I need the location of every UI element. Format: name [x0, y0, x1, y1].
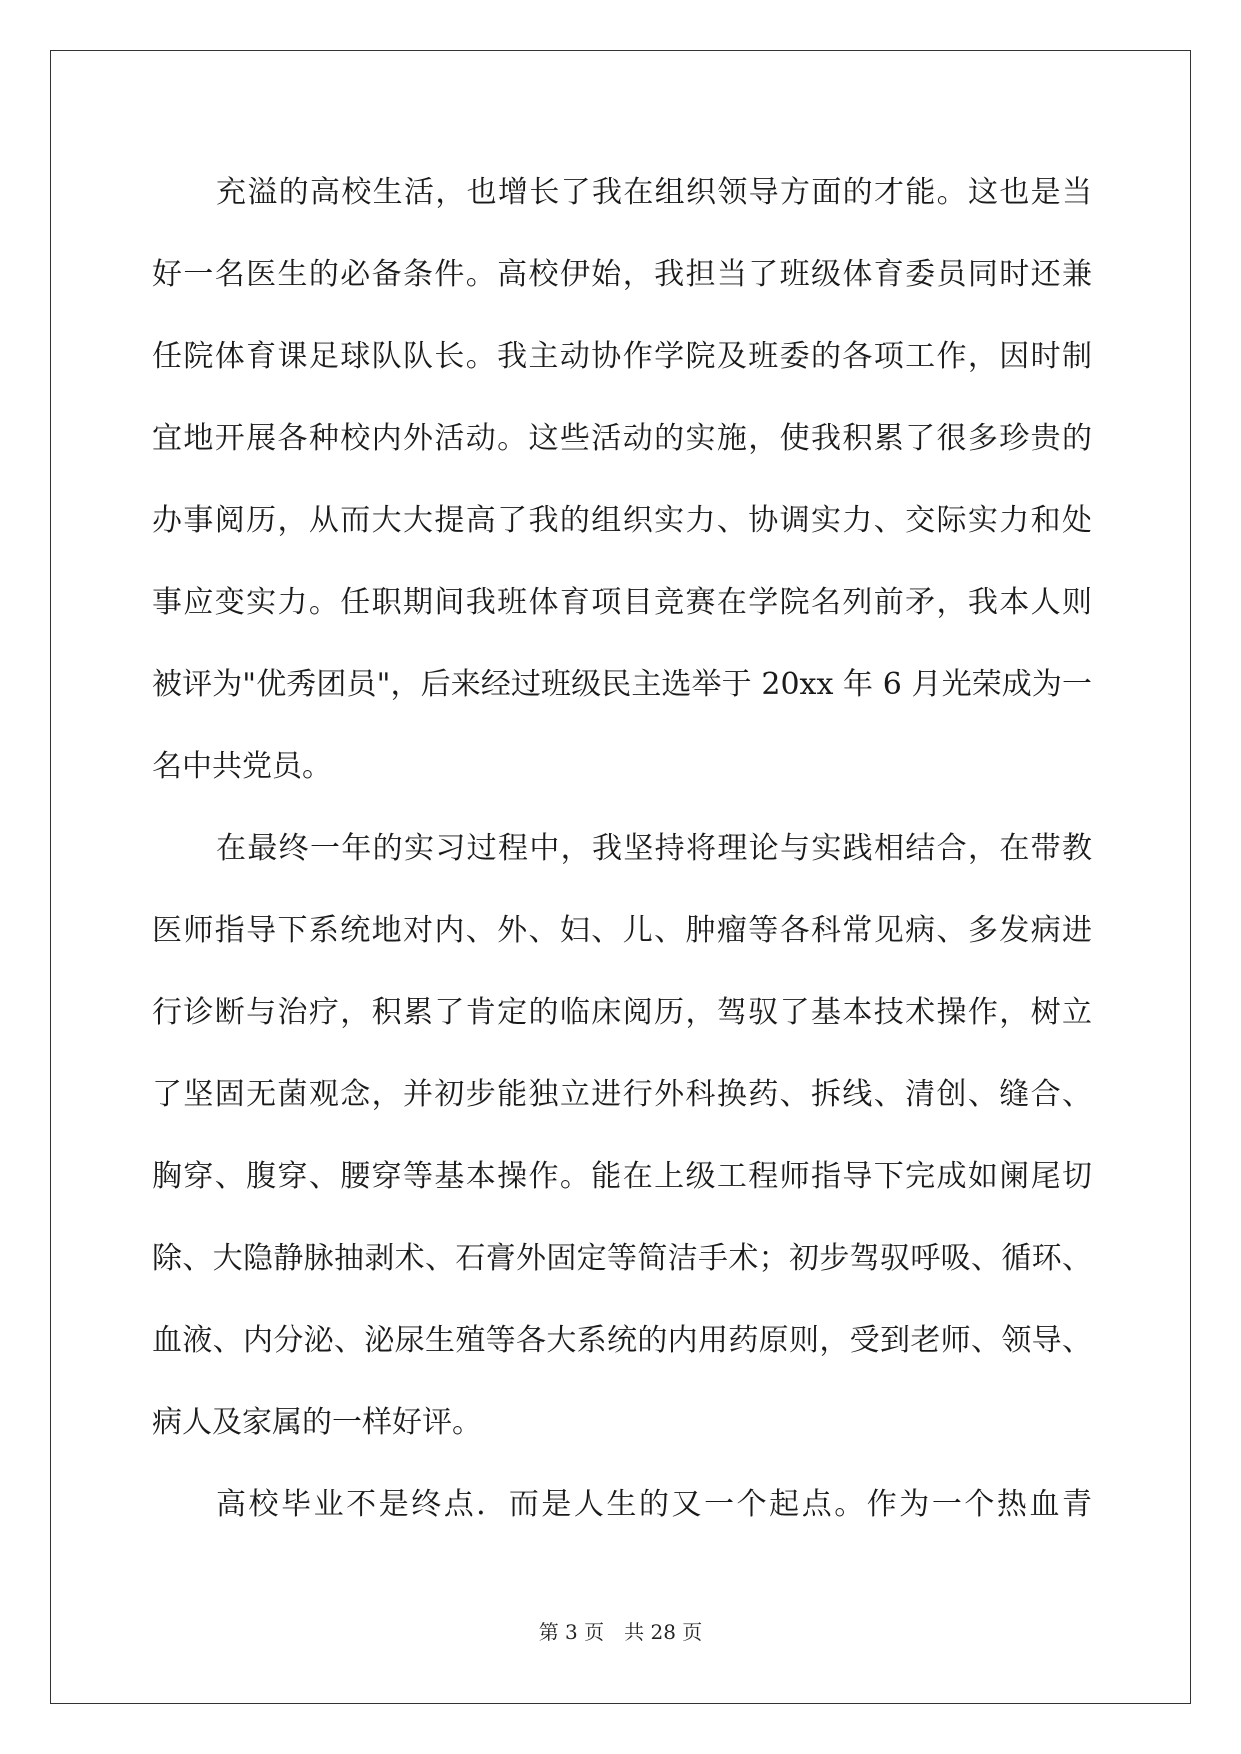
text-line: 行诊断与治疗，积累了肯定的临床阅历，驾驭了基本技术操作，树立: [152, 995, 1092, 1030]
paragraph-3: [152, 1464, 1092, 1546]
text-line: 高校毕业不是终点．而是人生的又一个起点。作为一个热血青: [216, 1487, 1092, 1522]
text-line: 事应变实力。任职期间我班体育项目竞赛在学院名列前矛，我本人则: [152, 585, 1092, 620]
text-line: 好一名医生的必备条件。高校伊始，我担当了班级体育委员同时还兼: [152, 257, 1092, 292]
text-line: 胸穿、腹穿、腰穿等基本操作。能在上级工程师指导下完成如阑尾切: [152, 1159, 1092, 1194]
text-line: 了坚固无菌观念，并初步能独立进行外科换药、拆线、清创、缝合、: [152, 1077, 1092, 1112]
page-total: 共 28 页: [624, 1620, 703, 1644]
text-line: 充溢的高校生活，也增长了我在组织领导方面的才能。这也是当: [216, 175, 1092, 210]
text-line: 宜地开展各种校内外活动。这些活动的实施，使我积累了很多珍贵的: [152, 421, 1092, 456]
page-number: 第 3 页: [538, 1620, 605, 1644]
paragraph-1: [152, 152, 1092, 808]
text-line: 医师指导下系统地对内、外、妇、儿、肿瘤等各科常见病、多发病进: [152, 913, 1092, 948]
document-body: [152, 152, 1092, 1546]
text-line: 病人及家属的一样好评。: [152, 1405, 482, 1440]
text-line: 除、大隐静脉抽剥术、石膏外固定等简洁手术；初步驾驭呼吸、循环、: [152, 1241, 1092, 1276]
text-line: 在最终一年的实习过程中，我坚持将理论与实践相结合，在带教: [216, 831, 1092, 866]
text-line: 血液、内分泌、泌尿生殖等各大系统的内用药原则，受到老师、领导、: [152, 1323, 1092, 1358]
text-line: 名中共党员。: [152, 749, 332, 784]
paragraph-2: [152, 808, 1092, 1464]
text-line: 任院体育课足球队队长。我主动协作学院及班委的各项工作，因时制: [152, 339, 1092, 374]
page-footer: [0, 1616, 1241, 1645]
text-line: 办事阅历，从而大大提高了我的组织实力、协调实力、交际实力和处: [152, 503, 1092, 538]
text-line: 被评为"优秀团员"，后来经过班级民主选举于 20xx 年 6 月光荣成为一: [152, 667, 1092, 702]
